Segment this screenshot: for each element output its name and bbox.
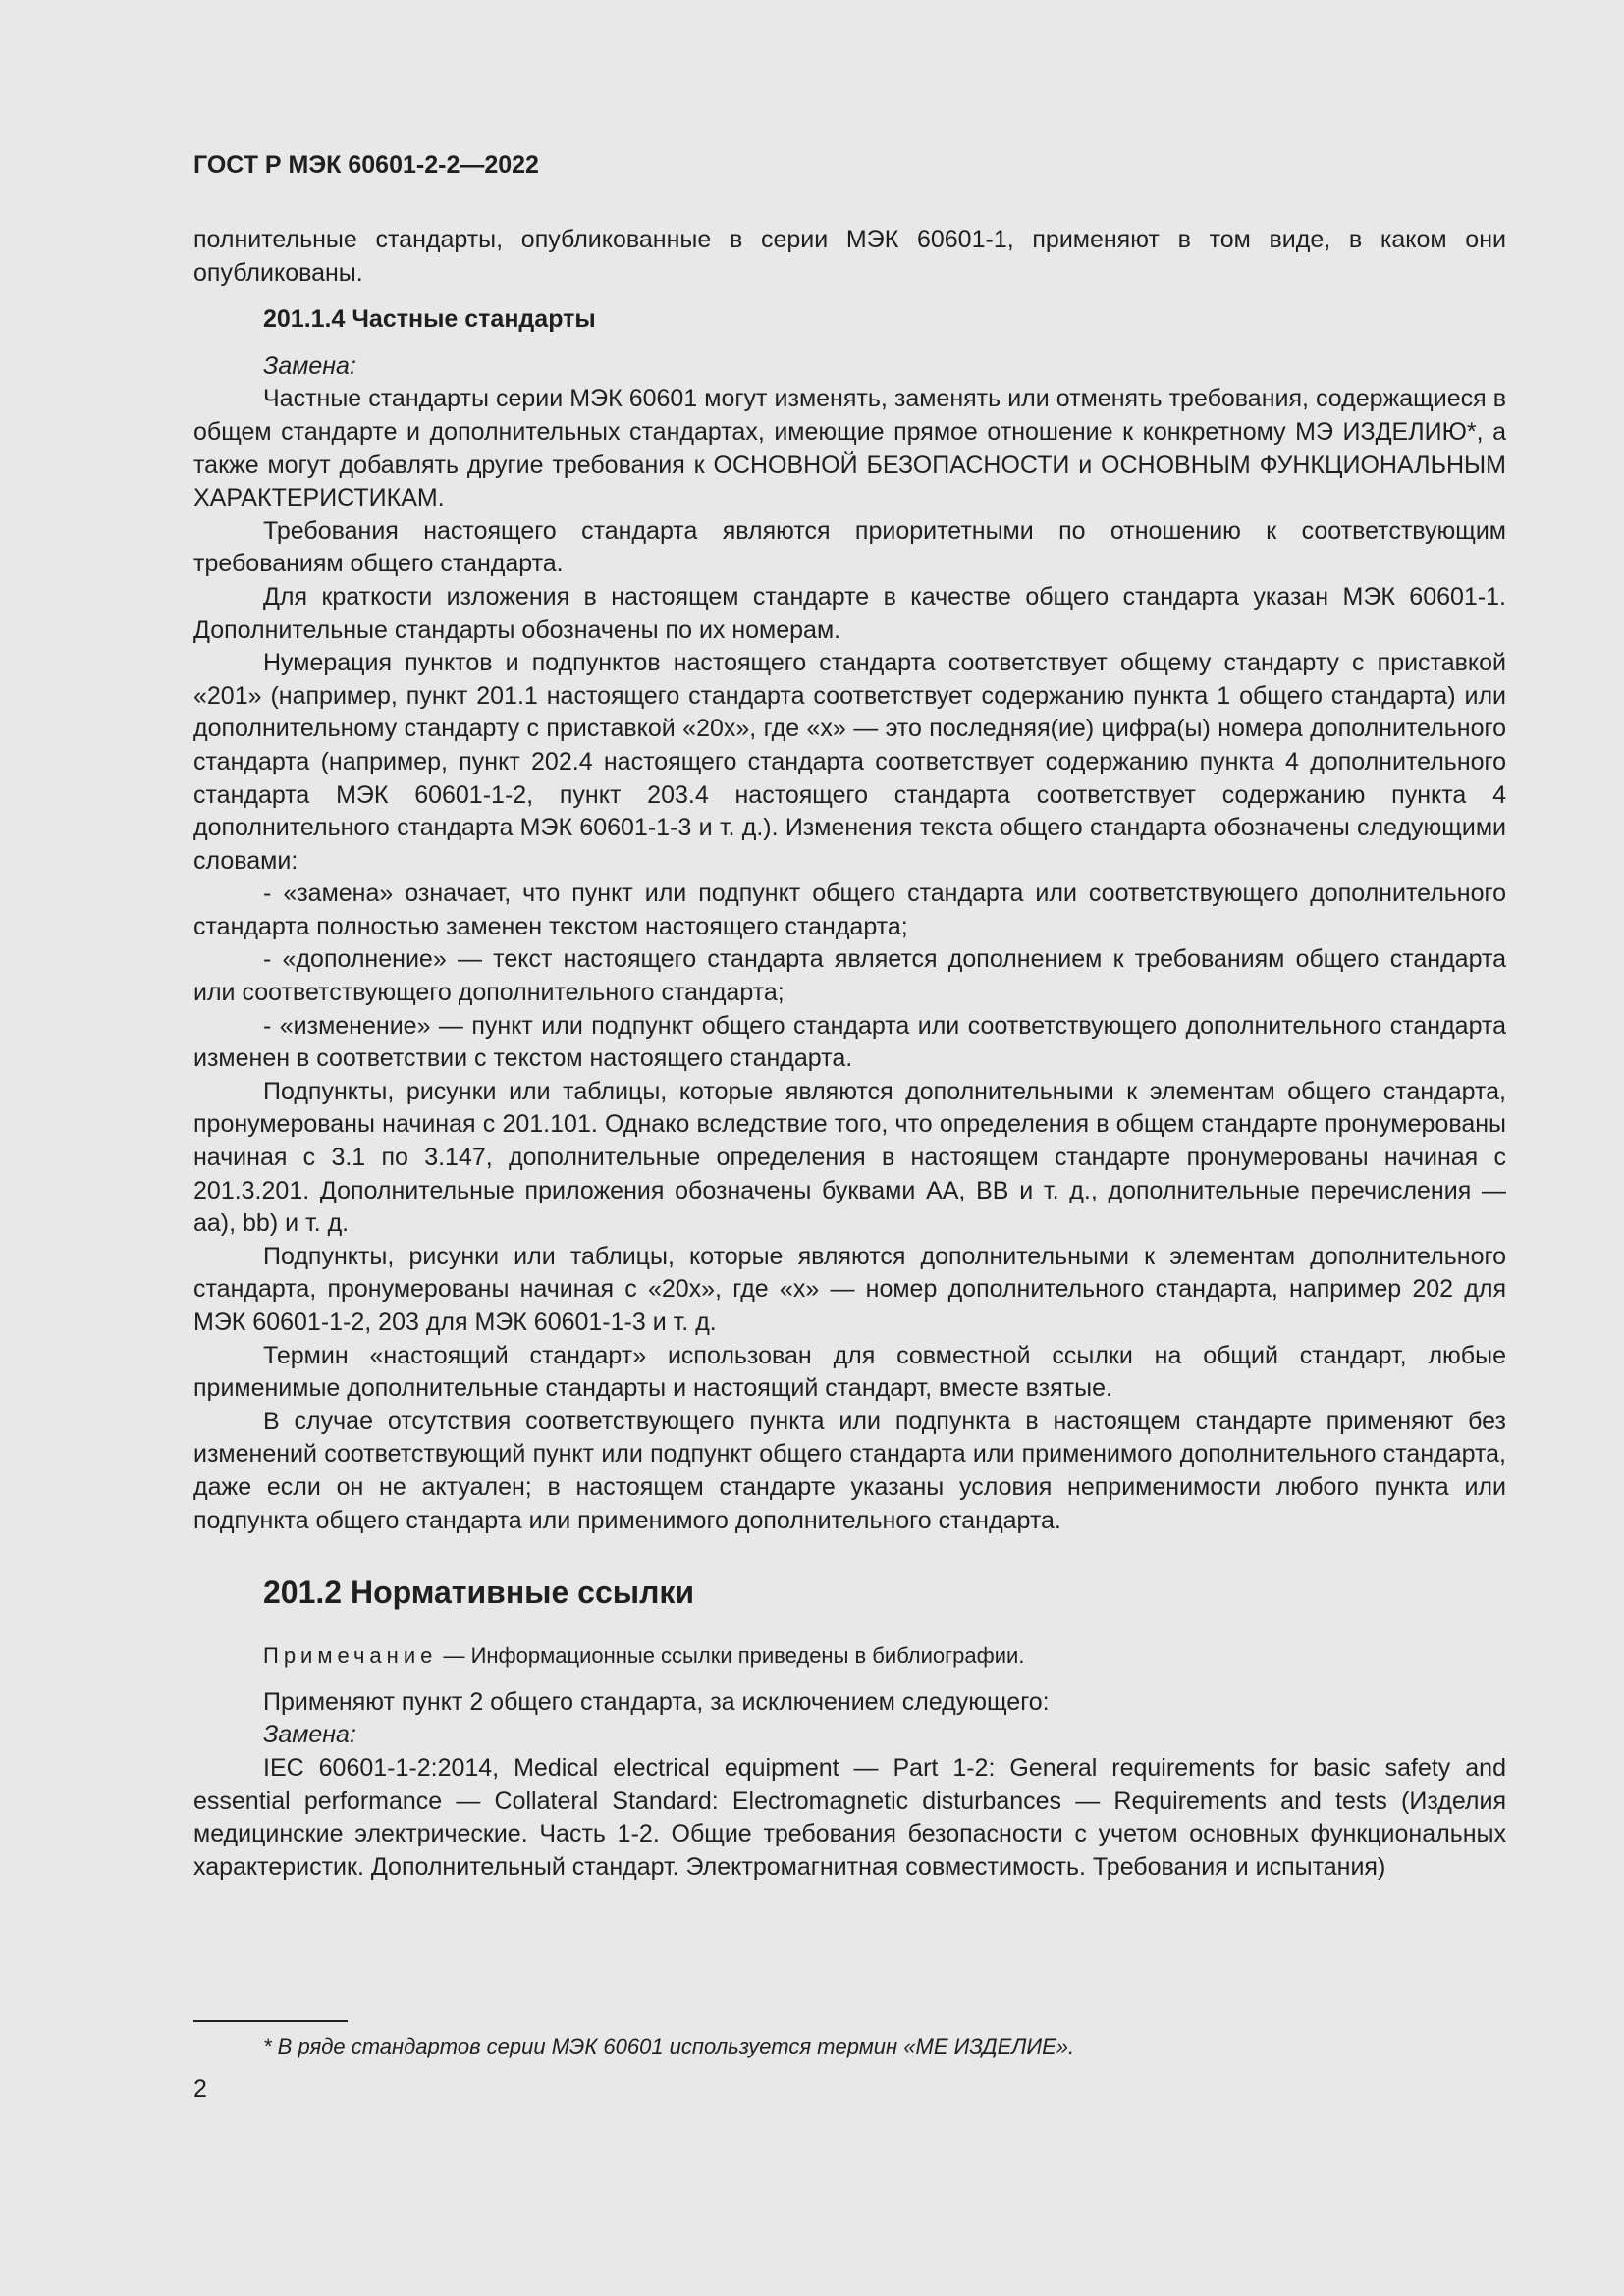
list-item-addition: - «дополнение» — текст настоящего стандарта является дополнением к требованиям общего стандарта или соответствующего дополнительного стандарта; xyxy=(193,945,1506,1007)
paragraph: Частные стандарты серии МЭК 60601 могут изменять, заменять или отменять требования, содержащиеся в общем стандарте и дополнительных стандартах, имеющие прямое отношение к конкретному МЭ ИЗДЕЛИЮ*, а также могут добавлять другие требования к ОСНОВНОЙ БЕЗОПАСНОСТИ и ОСНОВНЫМ ФУНКЦИОНАЛЬНЫМ ХАРАКТЕРИСТИКАМ. xyxy=(193,385,1506,512)
note-text: — Информационные ссылки приведены в библиографии. xyxy=(437,1643,1025,1669)
apply-paragraph: Применяют пункт 2 общего стандарта, за исключением следующего: xyxy=(263,1687,1050,1716)
paragraph: Для краткости изложения в настоящем стандарте в качестве общего стандарта указан МЭК 60601-1. Дополнительные стандарты обозначены по их номерам. xyxy=(193,582,1506,644)
note xyxy=(193,1639,1506,1673)
intro-paragraph: полнительные стандарты, опубликованные в серии МЭК 60601-1, применяют в том виде, в каком они опубликованы. xyxy=(193,226,1506,287)
page-number: 2 xyxy=(193,2075,207,2103)
paragraph: В случае отсутствия соответствующего пункта или подпункта в настоящем стандарте применяют без изменений соответствующий пункт или подпункт общего стандарта или применимого дополнительного стандарта, даже если он не актуален; в настоящем стандарте указаны условия неприменимости любого пункта или подпункта общего стандарта или применимого дополнительного стандарта. xyxy=(193,1407,1506,1534)
paragraph: Термин «настоящий стандарт» использован для совместной ссылки на общий стандарт, любые применимые дополнительные стандарты и настоящий стандарт, вместе взятые. xyxy=(193,1341,1506,1403)
document-body xyxy=(193,224,1506,1884)
list-item-replacement: - «замена» означает, что пункт или подпункт общего стандарта или соответствующего дополнительного стандарта полностью заменен текстом настоящего стандарта; xyxy=(193,880,1506,940)
paragraph: Подпункты, рисунки или таблицы, которые являются дополнительными к элементам общего стандарта, пронумерованы начиная с 201.101. Однако вследствие того, что определения в общем стандарте пронумерованы начиная с 3.1 по 3.147, дополнительные определения в настоящем стандарте пронумерованы начиная с 201.3.201. Дополнительные приложения обозначены буквами АА, ВВ и т. д., дополнительные перечисления — аа), bb) и т. д. xyxy=(193,1077,1506,1238)
paragraph: Подпункты, рисунки или таблицы, которые являются дополнительными к элементам дополнительного стандарта, пронумерованы начиная с «20х», где «х» — номер дополнительного стандарта, например 202 для МЭК 60601-1-2, 203 для МЭК 60601-1-3 и т. д. xyxy=(193,1242,1506,1336)
replacement-label: Замена: xyxy=(263,351,356,380)
list-item-change: - «изменение» — пункт или подпункт общего стандарта или соответствующего дополнительного стандарта изменен в соответствии с текстом настоящего стандарта. xyxy=(193,1011,1506,1073)
paragraph: Требования настоящего стандарта являются приоритетными по отношению к соответствующим требованиям общего стандарта. xyxy=(193,516,1506,578)
section-201-1-4-heading: 201.1.4 Частные стандарты xyxy=(263,305,596,334)
footnote: * В ряде стандартов серии МЭК 60601 используется термин «МЕ ИЗДЕЛИЕ». xyxy=(263,2034,1075,2058)
note-label: Примечание xyxy=(263,1643,438,1669)
footnote-divider xyxy=(193,2020,348,2022)
document-header: ГОСТ Р МЭК 60601-2-2—2022 xyxy=(193,151,539,179)
reference-paragraph: IEC 60601-1-2:2014, Medical electrical equipment — Part 1-2: General requirements for basic safety and essential performance — Collateral Standard: Electromagnetic disturbances — Requirements and tests (Изделия медицинские электрические. Часть 1-2. Общие требования безопасности с учетом основных функциональных характеристик. Дополнительный стандарт. Электромагнитная совместимость. Требования и испытания) xyxy=(193,1753,1506,1881)
section-201-2-heading: 201.2 Нормативные ссылки xyxy=(263,1575,695,1611)
paragraph: Нумерация пунктов и подпунктов настоящего стандарта соответствует общему стандарту с приставкой «201» (например, пункт 201.1 настоящего стандарта соответствует содержанию пункта 1 общего стандарта) или дополнительному стандарту с приставкой «20х», где «х» — это последняя(ие) цифра(ы) номера дополнительного стандарта (например, пункт 202.4 настоящего стандарта соответствует содержанию пункта 4 дополнительного стандарта МЭК 60601-1-2, пункт 203.4 настоящего стандарта соответствует содержанию пункта 4 дополнительного стандарта МЭК 60601-1-3 и т. д.). Изменения текста общего стандарта обозначены следующими словами: xyxy=(193,649,1506,875)
replacement-label-2: Замена: xyxy=(263,1721,356,1749)
